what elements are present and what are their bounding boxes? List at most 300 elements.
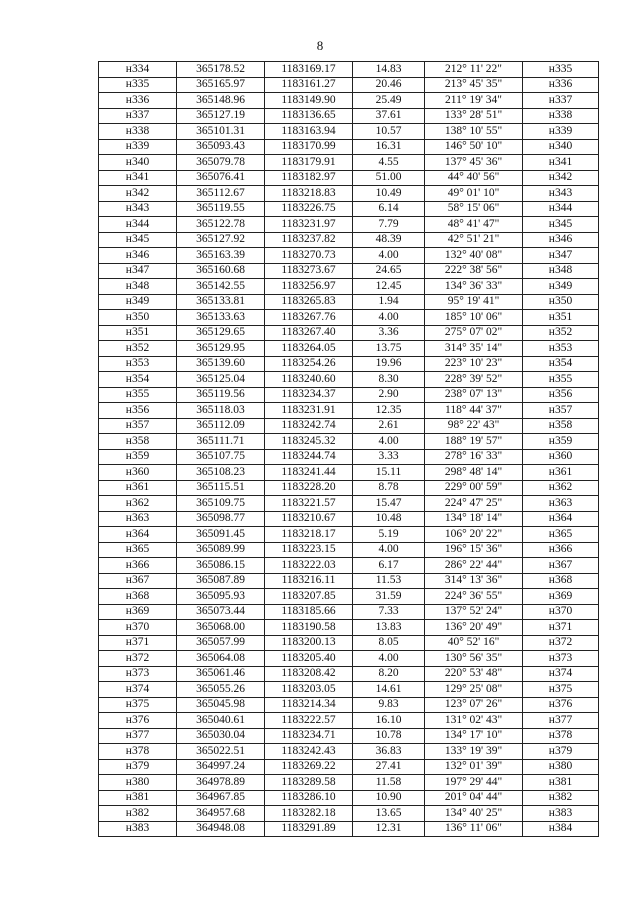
point-to-cell: н335 bbox=[523, 62, 599, 78]
y-coordinate-cell: 1183200.13 bbox=[265, 635, 353, 651]
point-to-cell: н345 bbox=[523, 217, 599, 233]
y-coordinate-cell: 1183269.22 bbox=[265, 759, 353, 775]
point-to-cell: н336 bbox=[523, 77, 599, 93]
point-from-cell: н348 bbox=[99, 279, 177, 295]
table-row bbox=[99, 713, 599, 729]
distance-cell: 6.14 bbox=[353, 201, 425, 217]
x-coordinate-cell: 365109.75 bbox=[177, 496, 265, 512]
distance-cell: 9.83 bbox=[353, 697, 425, 713]
point-to-cell: н346 bbox=[523, 232, 599, 248]
y-coordinate-cell: 1183270.73 bbox=[265, 248, 353, 264]
distance-cell: 4.00 bbox=[353, 434, 425, 450]
x-coordinate-cell: 365022.51 bbox=[177, 744, 265, 760]
distance-cell: 8.78 bbox=[353, 480, 425, 496]
y-coordinate-cell: 1183205.40 bbox=[265, 651, 353, 667]
distance-cell: 2.61 bbox=[353, 418, 425, 434]
point-to-cell: н356 bbox=[523, 387, 599, 403]
bearing-cell: 132° 40' 08" bbox=[425, 248, 523, 264]
distance-cell: 7.79 bbox=[353, 217, 425, 233]
x-coordinate-cell: 364967.85 bbox=[177, 790, 265, 806]
bearing-cell: 95° 19' 41" bbox=[425, 294, 523, 310]
point-from-cell: н364 bbox=[99, 527, 177, 543]
table-row bbox=[99, 232, 599, 248]
x-coordinate-cell: 365087.89 bbox=[177, 573, 265, 589]
distance-cell: 48.39 bbox=[353, 232, 425, 248]
bearing-cell: 133° 19' 39" bbox=[425, 744, 523, 760]
distance-cell: 24.65 bbox=[353, 263, 425, 279]
point-to-cell: н343 bbox=[523, 186, 599, 202]
x-coordinate-cell: 365119.55 bbox=[177, 201, 265, 217]
point-from-cell: н353 bbox=[99, 356, 177, 372]
bearing-cell: 275° 07' 02" bbox=[425, 325, 523, 341]
x-coordinate-cell: 365129.65 bbox=[177, 325, 265, 341]
bearing-cell: 132° 01' 39" bbox=[425, 759, 523, 775]
y-coordinate-cell: 1183273.67 bbox=[265, 263, 353, 279]
y-coordinate-cell: 1183226.75 bbox=[265, 201, 353, 217]
point-to-cell: н353 bbox=[523, 341, 599, 357]
y-coordinate-cell: 1183231.97 bbox=[265, 217, 353, 233]
distance-cell: 13.83 bbox=[353, 620, 425, 636]
y-coordinate-cell: 1183221.57 bbox=[265, 496, 353, 512]
x-coordinate-cell: 365163.39 bbox=[177, 248, 265, 264]
distance-cell: 11.53 bbox=[353, 573, 425, 589]
point-from-cell: н339 bbox=[99, 139, 177, 155]
point-to-cell: н339 bbox=[523, 124, 599, 140]
point-from-cell: н378 bbox=[99, 744, 177, 760]
y-coordinate-cell: 1183218.17 bbox=[265, 527, 353, 543]
point-from-cell: н338 bbox=[99, 124, 177, 140]
bearing-cell: 44° 40' 56" bbox=[425, 170, 523, 186]
y-coordinate-cell: 1183207.85 bbox=[265, 589, 353, 605]
distance-cell: 13.65 bbox=[353, 806, 425, 822]
point-from-cell: н374 bbox=[99, 682, 177, 698]
bearing-cell: 129° 25' 08" bbox=[425, 682, 523, 698]
x-coordinate-cell: 365148.96 bbox=[177, 93, 265, 109]
x-coordinate-cell: 365091.45 bbox=[177, 527, 265, 543]
table-row bbox=[99, 403, 599, 419]
table-row bbox=[99, 744, 599, 760]
y-coordinate-cell: 1183222.03 bbox=[265, 558, 353, 574]
point-to-cell: н337 bbox=[523, 93, 599, 109]
x-coordinate-cell: 365115.51 bbox=[177, 480, 265, 496]
point-from-cell: н343 bbox=[99, 201, 177, 217]
distance-cell: 4.55 bbox=[353, 155, 425, 171]
point-from-cell: н383 bbox=[99, 821, 177, 837]
table-row bbox=[99, 124, 599, 140]
table-row bbox=[99, 775, 599, 791]
y-coordinate-cell: 1183149.90 bbox=[265, 93, 353, 109]
x-coordinate-cell: 365055.26 bbox=[177, 682, 265, 698]
bearing-cell: 136° 11' 06" bbox=[425, 821, 523, 837]
x-coordinate-cell: 365133.81 bbox=[177, 294, 265, 310]
point-from-cell: н382 bbox=[99, 806, 177, 822]
bearing-cell: 131° 02' 43" bbox=[425, 713, 523, 729]
point-to-cell: н380 bbox=[523, 759, 599, 775]
table-row bbox=[99, 449, 599, 465]
distance-cell: 8.05 bbox=[353, 635, 425, 651]
table-row bbox=[99, 434, 599, 450]
table-row bbox=[99, 108, 599, 124]
table-row bbox=[99, 263, 599, 279]
table-row bbox=[99, 310, 599, 326]
x-coordinate-cell: 365089.99 bbox=[177, 542, 265, 558]
point-from-cell: н334 bbox=[99, 62, 177, 78]
point-from-cell: н370 bbox=[99, 620, 177, 636]
x-coordinate-cell: 365133.63 bbox=[177, 310, 265, 326]
table-body bbox=[99, 62, 599, 837]
table-row bbox=[99, 139, 599, 155]
distance-cell: 10.90 bbox=[353, 790, 425, 806]
bearing-cell: 314° 13' 36" bbox=[425, 573, 523, 589]
distance-cell: 3.33 bbox=[353, 449, 425, 465]
point-from-cell: н351 bbox=[99, 325, 177, 341]
bearing-cell: 48° 41' 47" bbox=[425, 217, 523, 233]
table-row bbox=[99, 62, 599, 78]
point-from-cell: н376 bbox=[99, 713, 177, 729]
bearing-cell: 228° 39' 52" bbox=[425, 372, 523, 388]
point-to-cell: н349 bbox=[523, 279, 599, 295]
y-coordinate-cell: 1183163.94 bbox=[265, 124, 353, 140]
point-from-cell: н355 bbox=[99, 387, 177, 403]
distance-cell: 8.30 bbox=[353, 372, 425, 388]
x-coordinate-cell: 365095.93 bbox=[177, 589, 265, 605]
x-coordinate-cell: 365119.56 bbox=[177, 387, 265, 403]
point-to-cell: н370 bbox=[523, 604, 599, 620]
bearing-cell: 224° 36' 55" bbox=[425, 589, 523, 605]
x-coordinate-cell: 364948.08 bbox=[177, 821, 265, 837]
table-row bbox=[99, 697, 599, 713]
y-coordinate-cell: 1183223.15 bbox=[265, 542, 353, 558]
point-from-cell: н372 bbox=[99, 651, 177, 667]
distance-cell: 31.59 bbox=[353, 589, 425, 605]
x-coordinate-cell: 365107.75 bbox=[177, 449, 265, 465]
x-coordinate-cell: 365142.55 bbox=[177, 279, 265, 295]
y-coordinate-cell: 1183169.17 bbox=[265, 62, 353, 78]
x-coordinate-cell: 364997.24 bbox=[177, 759, 265, 775]
bearing-cell: 106° 20' 22" bbox=[425, 527, 523, 543]
distance-cell: 10.48 bbox=[353, 511, 425, 527]
table-row bbox=[99, 682, 599, 698]
x-coordinate-cell: 365093.43 bbox=[177, 139, 265, 155]
table-row bbox=[99, 480, 599, 496]
bearing-cell: 278° 16' 33" bbox=[425, 449, 523, 465]
y-coordinate-cell: 1183234.37 bbox=[265, 387, 353, 403]
point-from-cell: н377 bbox=[99, 728, 177, 744]
point-from-cell: н337 bbox=[99, 108, 177, 124]
point-from-cell: н362 bbox=[99, 496, 177, 512]
distance-cell: 1.94 bbox=[353, 294, 425, 310]
y-coordinate-cell: 1183256.97 bbox=[265, 279, 353, 295]
table-row bbox=[99, 325, 599, 341]
point-from-cell: н367 bbox=[99, 573, 177, 589]
y-coordinate-cell: 1183231.91 bbox=[265, 403, 353, 419]
bearing-cell: 134° 40' 25" bbox=[425, 806, 523, 822]
y-coordinate-cell: 1183214.34 bbox=[265, 697, 353, 713]
bearing-cell: 49° 01' 10" bbox=[425, 186, 523, 202]
point-to-cell: н378 bbox=[523, 728, 599, 744]
x-coordinate-cell: 365160.68 bbox=[177, 263, 265, 279]
point-to-cell: н379 bbox=[523, 744, 599, 760]
point-from-cell: н363 bbox=[99, 511, 177, 527]
table-row bbox=[99, 666, 599, 682]
y-coordinate-cell: 1183210.67 bbox=[265, 511, 353, 527]
bearing-cell: 58° 15' 06" bbox=[425, 201, 523, 217]
table-row bbox=[99, 186, 599, 202]
x-coordinate-cell: 365165.97 bbox=[177, 77, 265, 93]
x-coordinate-cell: 365112.67 bbox=[177, 186, 265, 202]
point-to-cell: н383 bbox=[523, 806, 599, 822]
x-coordinate-cell: 365101.31 bbox=[177, 124, 265, 140]
distance-cell: 8.20 bbox=[353, 666, 425, 682]
point-to-cell: н369 bbox=[523, 589, 599, 605]
x-coordinate-cell: 365061.46 bbox=[177, 666, 265, 682]
x-coordinate-cell: 365073.44 bbox=[177, 604, 265, 620]
point-to-cell: н374 bbox=[523, 666, 599, 682]
x-coordinate-cell: 365129.95 bbox=[177, 341, 265, 357]
point-to-cell: н377 bbox=[523, 713, 599, 729]
point-from-cell: н368 bbox=[99, 589, 177, 605]
y-coordinate-cell: 1183161.27 bbox=[265, 77, 353, 93]
point-to-cell: н368 bbox=[523, 573, 599, 589]
point-to-cell: н366 bbox=[523, 542, 599, 558]
table-row bbox=[99, 294, 599, 310]
distance-cell: 4.00 bbox=[353, 248, 425, 264]
distance-cell: 4.00 bbox=[353, 542, 425, 558]
table-row bbox=[99, 248, 599, 264]
point-to-cell: н361 bbox=[523, 465, 599, 481]
x-coordinate-cell: 365040.61 bbox=[177, 713, 265, 729]
point-to-cell: н338 bbox=[523, 108, 599, 124]
distance-cell: 10.78 bbox=[353, 728, 425, 744]
point-to-cell: н350 bbox=[523, 294, 599, 310]
y-coordinate-cell: 1183228.20 bbox=[265, 480, 353, 496]
point-to-cell: н384 bbox=[523, 821, 599, 837]
bearing-cell: 130° 56' 35" bbox=[425, 651, 523, 667]
x-coordinate-cell: 365139.60 bbox=[177, 356, 265, 372]
y-coordinate-cell: 1183267.40 bbox=[265, 325, 353, 341]
point-to-cell: н382 bbox=[523, 790, 599, 806]
y-coordinate-cell: 1183282.18 bbox=[265, 806, 353, 822]
x-coordinate-cell: 365068.00 bbox=[177, 620, 265, 636]
bearing-cell: 42° 51' 21" bbox=[425, 232, 523, 248]
distance-cell: 7.33 bbox=[353, 604, 425, 620]
point-from-cell: н342 bbox=[99, 186, 177, 202]
x-coordinate-cell: 365076.41 bbox=[177, 170, 265, 186]
distance-cell: 14.61 bbox=[353, 682, 425, 698]
point-to-cell: н344 bbox=[523, 201, 599, 217]
y-coordinate-cell: 1183254.26 bbox=[265, 356, 353, 372]
y-coordinate-cell: 1183240.60 bbox=[265, 372, 353, 388]
y-coordinate-cell: 1183265.83 bbox=[265, 294, 353, 310]
y-coordinate-cell: 1183241.44 bbox=[265, 465, 353, 481]
point-from-cell: н356 bbox=[99, 403, 177, 419]
distance-cell: 20.46 bbox=[353, 77, 425, 93]
bearing-cell: 98° 22' 43" bbox=[425, 418, 523, 434]
point-to-cell: н358 bbox=[523, 418, 599, 434]
point-to-cell: н354 bbox=[523, 356, 599, 372]
x-coordinate-cell: 365111.71 bbox=[177, 434, 265, 450]
point-to-cell: н373 bbox=[523, 651, 599, 667]
distance-cell: 16.31 bbox=[353, 139, 425, 155]
y-coordinate-cell: 1183208.42 bbox=[265, 666, 353, 682]
y-coordinate-cell: 1183222.57 bbox=[265, 713, 353, 729]
y-coordinate-cell: 1183234.71 bbox=[265, 728, 353, 744]
table-row bbox=[99, 821, 599, 837]
point-from-cell: н371 bbox=[99, 635, 177, 651]
x-coordinate-cell: 365030.04 bbox=[177, 728, 265, 744]
table-row bbox=[99, 387, 599, 403]
x-coordinate-cell: 365057.99 bbox=[177, 635, 265, 651]
point-from-cell: н381 bbox=[99, 790, 177, 806]
table-row bbox=[99, 635, 599, 651]
bearing-cell: 286° 22' 44" bbox=[425, 558, 523, 574]
point-from-cell: н345 bbox=[99, 232, 177, 248]
distance-cell: 2.90 bbox=[353, 387, 425, 403]
y-coordinate-cell: 1183286.10 bbox=[265, 790, 353, 806]
point-from-cell: н347 bbox=[99, 263, 177, 279]
x-coordinate-cell: 365108.23 bbox=[177, 465, 265, 481]
point-from-cell: н369 bbox=[99, 604, 177, 620]
point-to-cell: н362 bbox=[523, 480, 599, 496]
bearing-cell: 134° 36' 33" bbox=[425, 279, 523, 295]
x-coordinate-cell: 365127.92 bbox=[177, 232, 265, 248]
y-coordinate-cell: 1183242.43 bbox=[265, 744, 353, 760]
bearing-cell: 229° 00' 59" bbox=[425, 480, 523, 496]
table-row bbox=[99, 806, 599, 822]
bearing-cell: 134° 18' 14" bbox=[425, 511, 523, 527]
y-coordinate-cell: 1183244.74 bbox=[265, 449, 353, 465]
bearing-cell: 220° 53' 48" bbox=[425, 666, 523, 682]
y-coordinate-cell: 1183182.97 bbox=[265, 170, 353, 186]
table-row bbox=[99, 527, 599, 543]
bearing-cell: 197° 29' 44" bbox=[425, 775, 523, 791]
distance-cell: 25.49 bbox=[353, 93, 425, 109]
y-coordinate-cell: 1183291.89 bbox=[265, 821, 353, 837]
distance-cell: 36.83 bbox=[353, 744, 425, 760]
table-row bbox=[99, 496, 599, 512]
point-from-cell: н354 bbox=[99, 372, 177, 388]
y-coordinate-cell: 1183267.76 bbox=[265, 310, 353, 326]
distance-cell: 6.17 bbox=[353, 558, 425, 574]
point-to-cell: н348 bbox=[523, 263, 599, 279]
distance-cell: 11.58 bbox=[353, 775, 425, 791]
table-row bbox=[99, 155, 599, 171]
point-from-cell: н375 bbox=[99, 697, 177, 713]
y-coordinate-cell: 1183218.83 bbox=[265, 186, 353, 202]
point-to-cell: н375 bbox=[523, 682, 599, 698]
distance-cell: 12.35 bbox=[353, 403, 425, 419]
y-coordinate-cell: 1183190.58 bbox=[265, 620, 353, 636]
bearing-cell: 201° 04' 44" bbox=[425, 790, 523, 806]
coordinates-table bbox=[98, 61, 599, 837]
bearing-cell: 138° 10' 55" bbox=[425, 124, 523, 140]
point-from-cell: н350 bbox=[99, 310, 177, 326]
table-row bbox=[99, 542, 599, 558]
table-row bbox=[99, 77, 599, 93]
bearing-cell: 223° 10' 23" bbox=[425, 356, 523, 372]
table-row bbox=[99, 372, 599, 388]
y-coordinate-cell: 1183170.99 bbox=[265, 139, 353, 155]
distance-cell: 14.83 bbox=[353, 62, 425, 78]
bearing-cell: 134° 17' 10" bbox=[425, 728, 523, 744]
x-coordinate-cell: 365079.78 bbox=[177, 155, 265, 171]
y-coordinate-cell: 1183245.32 bbox=[265, 434, 353, 450]
distance-cell: 4.00 bbox=[353, 651, 425, 667]
table-row bbox=[99, 651, 599, 667]
point-to-cell: н352 bbox=[523, 325, 599, 341]
table-row bbox=[99, 790, 599, 806]
point-to-cell: н360 bbox=[523, 449, 599, 465]
point-from-cell: н380 bbox=[99, 775, 177, 791]
point-from-cell: н346 bbox=[99, 248, 177, 264]
bearing-cell: 133° 28' 51" bbox=[425, 108, 523, 124]
x-coordinate-cell: 365125.04 bbox=[177, 372, 265, 388]
x-coordinate-cell: 365045.98 bbox=[177, 697, 265, 713]
point-to-cell: н342 bbox=[523, 170, 599, 186]
bearing-cell: 188° 19' 57" bbox=[425, 434, 523, 450]
distance-cell: 12.31 bbox=[353, 821, 425, 837]
page-number: 8 bbox=[316, 38, 324, 53]
distance-cell: 4.00 bbox=[353, 310, 425, 326]
table-row bbox=[99, 589, 599, 605]
point-to-cell: н340 bbox=[523, 139, 599, 155]
x-coordinate-cell: 365098.77 bbox=[177, 511, 265, 527]
table-row bbox=[99, 341, 599, 357]
bearing-cell: 146° 50' 10" bbox=[425, 139, 523, 155]
point-from-cell: н359 bbox=[99, 449, 177, 465]
bearing-cell: 212° 11' 22" bbox=[425, 62, 523, 78]
distance-cell: 15.11 bbox=[353, 465, 425, 481]
point-from-cell: н360 bbox=[99, 465, 177, 481]
table-row bbox=[99, 201, 599, 217]
point-to-cell: н367 bbox=[523, 558, 599, 574]
bearing-cell: 213° 45' 35" bbox=[425, 77, 523, 93]
point-from-cell: н361 bbox=[99, 480, 177, 496]
y-coordinate-cell: 1183185.66 bbox=[265, 604, 353, 620]
point-from-cell: н341 bbox=[99, 170, 177, 186]
bearing-cell: 123° 07' 26" bbox=[425, 697, 523, 713]
y-coordinate-cell: 1183203.05 bbox=[265, 682, 353, 698]
y-coordinate-cell: 1183264.05 bbox=[265, 341, 353, 357]
bearing-cell: 224° 47' 25" bbox=[425, 496, 523, 512]
point-from-cell: н349 bbox=[99, 294, 177, 310]
x-coordinate-cell: 365086.15 bbox=[177, 558, 265, 574]
y-coordinate-cell: 1183136.65 bbox=[265, 108, 353, 124]
point-to-cell: н341 bbox=[523, 155, 599, 171]
bearing-cell: 196° 15' 36" bbox=[425, 542, 523, 558]
x-coordinate-cell: 365127.19 bbox=[177, 108, 265, 124]
y-coordinate-cell: 1183216.11 bbox=[265, 573, 353, 589]
x-coordinate-cell: 365178.52 bbox=[177, 62, 265, 78]
point-from-cell: н373 bbox=[99, 666, 177, 682]
table-row bbox=[99, 620, 599, 636]
point-to-cell: н372 bbox=[523, 635, 599, 651]
point-to-cell: н371 bbox=[523, 620, 599, 636]
distance-cell: 16.10 bbox=[353, 713, 425, 729]
table-row bbox=[99, 759, 599, 775]
y-coordinate-cell: 1183179.91 bbox=[265, 155, 353, 171]
bearing-cell: 314° 35' 14" bbox=[425, 341, 523, 357]
point-to-cell: н347 bbox=[523, 248, 599, 264]
table-row bbox=[99, 93, 599, 109]
bearing-cell: 238° 07' 13" bbox=[425, 387, 523, 403]
bearing-cell: 40° 52' 16" bbox=[425, 635, 523, 651]
distance-cell: 51.00 bbox=[353, 170, 425, 186]
point-from-cell: н352 bbox=[99, 341, 177, 357]
point-to-cell: н364 bbox=[523, 511, 599, 527]
point-from-cell: н365 bbox=[99, 542, 177, 558]
table-row bbox=[99, 217, 599, 233]
